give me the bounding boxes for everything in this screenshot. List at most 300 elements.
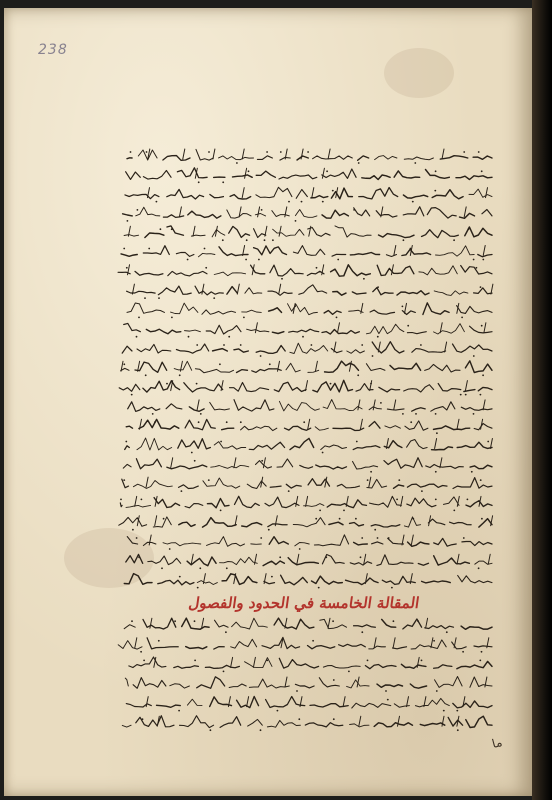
script-word: [122, 346, 132, 353]
script-word: [366, 364, 385, 371]
script-word: [353, 446, 380, 450]
script-dot: [140, 651, 142, 653]
script-dot: [363, 278, 365, 280]
script-word: [171, 303, 198, 314]
script-word: [235, 496, 260, 507]
script-line: [126, 168, 492, 183]
script-word: [453, 701, 492, 708]
script-line: [124, 323, 492, 338]
script-word: [324, 311, 341, 315]
script-dot: [131, 620, 133, 622]
script-ascender: [279, 226, 281, 236]
script-word: [388, 538, 404, 544]
script-ascender: [193, 226, 195, 236]
script-word: [279, 401, 319, 411]
script-word: [249, 442, 284, 449]
script-word: [440, 156, 468, 159]
script-dot: [316, 267, 318, 269]
script-dot: [222, 181, 224, 183]
script-dot: [481, 518, 483, 520]
script-word: [458, 576, 492, 583]
script-dot: [199, 567, 201, 569]
script-ascender: [146, 477, 148, 487]
script-word: [369, 407, 381, 410]
script-dot: [288, 201, 290, 203]
script-dot: [370, 383, 372, 385]
script-dot: [245, 259, 247, 261]
script-dot: [482, 374, 484, 376]
script-dot: [123, 363, 125, 365]
script-dot: [473, 413, 475, 415]
script-word: [319, 678, 339, 687]
script-word: [290, 438, 314, 449]
script-dot: [243, 317, 245, 319]
script-word: [148, 556, 181, 565]
script-line: [128, 400, 492, 415]
script-dot: [171, 228, 173, 230]
script-word: [474, 288, 492, 294]
script-ascender: [183, 149, 185, 159]
script-word: [143, 171, 171, 180]
script-word: [177, 168, 207, 178]
script-dot: [131, 394, 133, 396]
script-word: [478, 387, 492, 390]
script-line: [122, 716, 492, 731]
script-ascender: [237, 284, 239, 294]
script-ascender: [306, 496, 308, 506]
script-word: [195, 286, 223, 295]
script-ascender: [488, 554, 490, 564]
script-ascender: [426, 618, 428, 628]
script-line: [123, 458, 492, 473]
script-dot: [156, 201, 158, 203]
script-lines-upper: [114, 146, 494, 591]
script-word: [333, 292, 346, 296]
script-dot: [200, 413, 202, 415]
script-dot: [398, 479, 400, 481]
script-word: [385, 426, 401, 429]
script-word: [473, 156, 492, 159]
script-word: [465, 361, 492, 373]
script-dot: [391, 587, 393, 589]
script-word: [195, 369, 233, 373]
script-dot: [319, 510, 321, 512]
script-word: [245, 658, 273, 668]
script-ascender: [358, 400, 360, 410]
script-word: [248, 719, 263, 726]
script-dot: [402, 413, 404, 415]
binding-gutter: [532, 0, 552, 800]
script-word: [448, 717, 462, 726]
script-word: [167, 226, 184, 235]
script-word: [185, 330, 201, 332]
script-word: [157, 705, 181, 707]
script-dot: [468, 228, 470, 230]
script-word: [322, 169, 356, 178]
script-line: [121, 361, 492, 376]
script-word: [185, 504, 203, 508]
script-line: [125, 677, 492, 692]
script-dot: [260, 729, 262, 731]
script-word: [293, 518, 325, 527]
script-line: [122, 342, 492, 357]
script-word: [339, 644, 366, 647]
script-word: [230, 195, 251, 199]
script-dot: [178, 710, 180, 712]
script-word: [432, 190, 463, 199]
script-word: [220, 557, 258, 564]
script-dot: [120, 499, 122, 501]
script-word: [354, 542, 368, 545]
script-word: [431, 402, 455, 411]
script-dot: [415, 413, 417, 415]
script-word: [264, 581, 275, 583]
script-word: [408, 542, 429, 546]
script-dot: [377, 286, 379, 288]
script-dot: [343, 510, 345, 512]
script-word: [272, 211, 290, 217]
script-word: [352, 703, 391, 708]
script-ascender: [146, 697, 148, 707]
script-line: [118, 265, 492, 280]
script-dot: [414, 162, 416, 164]
script-dot: [301, 201, 303, 203]
script-word: [407, 498, 436, 507]
script-word: [350, 562, 372, 565]
script-word: [470, 326, 493, 333]
script-word: [322, 330, 359, 335]
script-dot: [302, 336, 304, 338]
script-ascender: [328, 618, 330, 628]
script-dot: [196, 344, 198, 346]
script-dot: [463, 537, 465, 539]
script-ascender: [315, 361, 317, 371]
script-dot: [412, 518, 414, 520]
script-word: [404, 157, 433, 160]
script-word: [457, 442, 492, 448]
script-dot: [154, 421, 156, 423]
script-word: [170, 684, 190, 688]
script-word: [299, 285, 327, 295]
script-ascender: [155, 516, 157, 526]
script-dot: [169, 548, 171, 550]
script-word: [127, 291, 156, 293]
script-word: [453, 478, 492, 489]
script-ascender: [486, 188, 488, 198]
script-dot: [353, 209, 355, 211]
script-dot: [152, 413, 154, 415]
script-word: [407, 440, 428, 449]
script-dot: [299, 548, 301, 550]
script-word: [136, 716, 174, 727]
script-dot: [279, 556, 281, 558]
script-dot: [487, 441, 489, 443]
script-word: [372, 542, 383, 544]
script-ascender: [255, 323, 257, 333]
script-dot: [148, 248, 150, 250]
script-dot: [194, 460, 196, 462]
script-word: [411, 640, 446, 649]
script-ascender: [338, 323, 340, 333]
script-word: [158, 286, 191, 295]
script-word: [295, 684, 314, 688]
script-word: [125, 446, 130, 450]
script-ascender: [149, 535, 151, 545]
script-word: [422, 581, 451, 583]
script-word: [206, 325, 241, 334]
script-word: [184, 383, 223, 392]
script-word: [210, 195, 224, 198]
script-word: [168, 271, 207, 276]
script-dot: [467, 499, 469, 501]
script-word: [285, 426, 311, 430]
script-dot: [225, 631, 227, 633]
script-word: [288, 304, 318, 315]
script-dot: [161, 567, 163, 569]
script-word: [247, 481, 266, 489]
script-word: [220, 717, 241, 728]
script-word: [435, 677, 463, 688]
script-word: [247, 329, 269, 332]
script-word: [128, 402, 160, 412]
script-word: [269, 308, 282, 313]
script-dot: [222, 239, 224, 241]
script-word: [407, 332, 426, 334]
script-word: [135, 271, 163, 275]
script-word: [397, 291, 429, 295]
script-dot: [478, 567, 480, 569]
script-dot: [260, 537, 262, 539]
script-dot: [333, 679, 335, 681]
script-dot: [322, 452, 324, 454]
script-word: [316, 465, 347, 469]
script-word: [332, 254, 346, 256]
script-word: [365, 665, 396, 669]
script-line: [120, 496, 492, 511]
script-dot: [421, 660, 423, 662]
script-dot: [377, 336, 379, 338]
script-word: [227, 287, 237, 295]
script-line: [127, 535, 492, 550]
script-dot: [303, 421, 305, 423]
script-dot: [194, 660, 196, 662]
script-word: [126, 172, 141, 180]
script-word: [466, 716, 492, 727]
script-word: [286, 363, 300, 372]
script-word: [461, 407, 492, 410]
script-word: [418, 563, 428, 565]
script-word: [233, 175, 253, 177]
script-dot: [330, 383, 332, 385]
script-word: [350, 523, 364, 526]
script-ascender: [328, 149, 330, 159]
script-word: [124, 574, 152, 585]
script-word: [434, 556, 470, 565]
script-word: [478, 255, 492, 257]
script-ascender: [197, 400, 199, 410]
script-dot: [295, 220, 297, 222]
script-dot: [213, 297, 215, 299]
script-word: [305, 723, 343, 727]
script-word: [474, 646, 492, 647]
script-word: [297, 156, 308, 160]
script-word: [124, 323, 141, 331]
script-dot: [315, 518, 317, 520]
script-word: [203, 518, 237, 528]
script-dot: [412, 201, 414, 203]
script-ascender: [279, 284, 281, 294]
script-dot: [434, 190, 436, 192]
script-word: [323, 666, 360, 669]
script-word: [393, 647, 407, 649]
script-word: [426, 170, 450, 179]
script-dot: [393, 620, 395, 622]
script-word: [163, 156, 190, 161]
text-block: [114, 146, 494, 733]
script-word: [370, 310, 394, 314]
script-dot: [367, 660, 369, 662]
script-ascender: [301, 149, 303, 159]
script-dot: [137, 209, 139, 211]
script-dot: [473, 355, 475, 357]
script-line: [124, 574, 492, 589]
script-word: [234, 400, 274, 412]
script-word: [436, 246, 475, 256]
script-dot: [348, 671, 350, 673]
script-word: [133, 678, 166, 689]
script-word: [174, 666, 199, 669]
script-dot: [174, 620, 176, 622]
script-word: [295, 543, 309, 546]
script-word: [323, 400, 362, 411]
script-word: [377, 555, 413, 566]
script-word: [427, 208, 456, 219]
script-dot: [246, 239, 248, 241]
script-dot: [420, 344, 422, 346]
script-dot: [240, 421, 242, 423]
script-word: [245, 288, 262, 294]
script-word: [256, 346, 285, 354]
script-dot: [417, 620, 419, 622]
script-word: [422, 230, 459, 238]
script-dot: [204, 248, 206, 250]
script-ascender: [285, 677, 287, 687]
script-word: [290, 343, 328, 353]
script-word: [419, 266, 457, 275]
script-dot: [163, 518, 165, 520]
script-word: [461, 626, 492, 629]
script-dot: [143, 660, 145, 662]
script-dot: [443, 710, 445, 712]
script-ascender: [394, 246, 396, 256]
script-word: [279, 658, 318, 668]
script-word: [308, 370, 319, 372]
script-dot: [372, 355, 374, 357]
script-word: [444, 497, 460, 506]
script-ascender: [343, 697, 345, 707]
script-line: [126, 554, 492, 569]
script-dot: [361, 344, 363, 346]
script-word: [242, 310, 262, 312]
script-word: [456, 176, 492, 180]
script-dot: [385, 690, 387, 692]
script-dot: [288, 490, 290, 492]
script-line: [126, 419, 492, 434]
script-word: [122, 725, 131, 727]
script-word: [394, 171, 420, 178]
script-word: [384, 458, 422, 469]
script-word: [461, 266, 492, 275]
script-word: [272, 332, 283, 334]
script-dot: [266, 151, 268, 153]
script-line: [127, 149, 492, 164]
manuscript-page: [4, 8, 532, 796]
script-word: [137, 344, 171, 353]
script-line: [127, 284, 493, 299]
script-word: [268, 524, 287, 527]
script-ascender: [231, 657, 233, 667]
script-word: [453, 344, 493, 352]
script-word: [374, 723, 412, 727]
script-dot: [223, 344, 225, 346]
script-line: [125, 187, 492, 202]
script-dot: [130, 151, 132, 153]
script-dot: [158, 640, 160, 642]
script-dot: [476, 267, 478, 269]
script-word: [308, 646, 335, 649]
script-word: [154, 498, 180, 508]
script-line: [118, 637, 492, 652]
script-word: [331, 188, 352, 199]
script-dot: [138, 556, 140, 558]
script-word: [176, 253, 194, 257]
script-word: [331, 349, 342, 353]
script-word: [268, 291, 292, 295]
script-dot: [339, 518, 341, 520]
script-word: [222, 428, 234, 430]
script-word: [163, 543, 201, 546]
script-word: [122, 479, 129, 488]
script-word: [127, 303, 165, 313]
script-word: [257, 156, 272, 160]
script-dot: [480, 479, 482, 481]
script-word: [229, 684, 246, 688]
script-dot: [197, 587, 199, 589]
script-word: [300, 465, 313, 468]
script-ascender: [312, 188, 314, 198]
script-dot: [453, 510, 455, 512]
script-dot: [126, 267, 128, 269]
script-word: [197, 677, 225, 689]
script-word: [129, 657, 166, 668]
script-word: [214, 442, 246, 450]
script-word: [460, 213, 475, 218]
script-dot: [318, 587, 320, 589]
script-word: [369, 646, 386, 649]
script-word: [274, 618, 314, 629]
script-dot: [205, 267, 207, 269]
script-word: [457, 661, 492, 668]
script-word: [179, 485, 199, 489]
script-word: [410, 684, 426, 688]
script-word: [214, 647, 224, 650]
script-word: [325, 361, 359, 372]
script-dot: [463, 151, 465, 153]
script-word: [420, 723, 445, 726]
script-dot: [410, 421, 412, 423]
script-word: [403, 195, 427, 198]
script-word: [125, 194, 159, 198]
